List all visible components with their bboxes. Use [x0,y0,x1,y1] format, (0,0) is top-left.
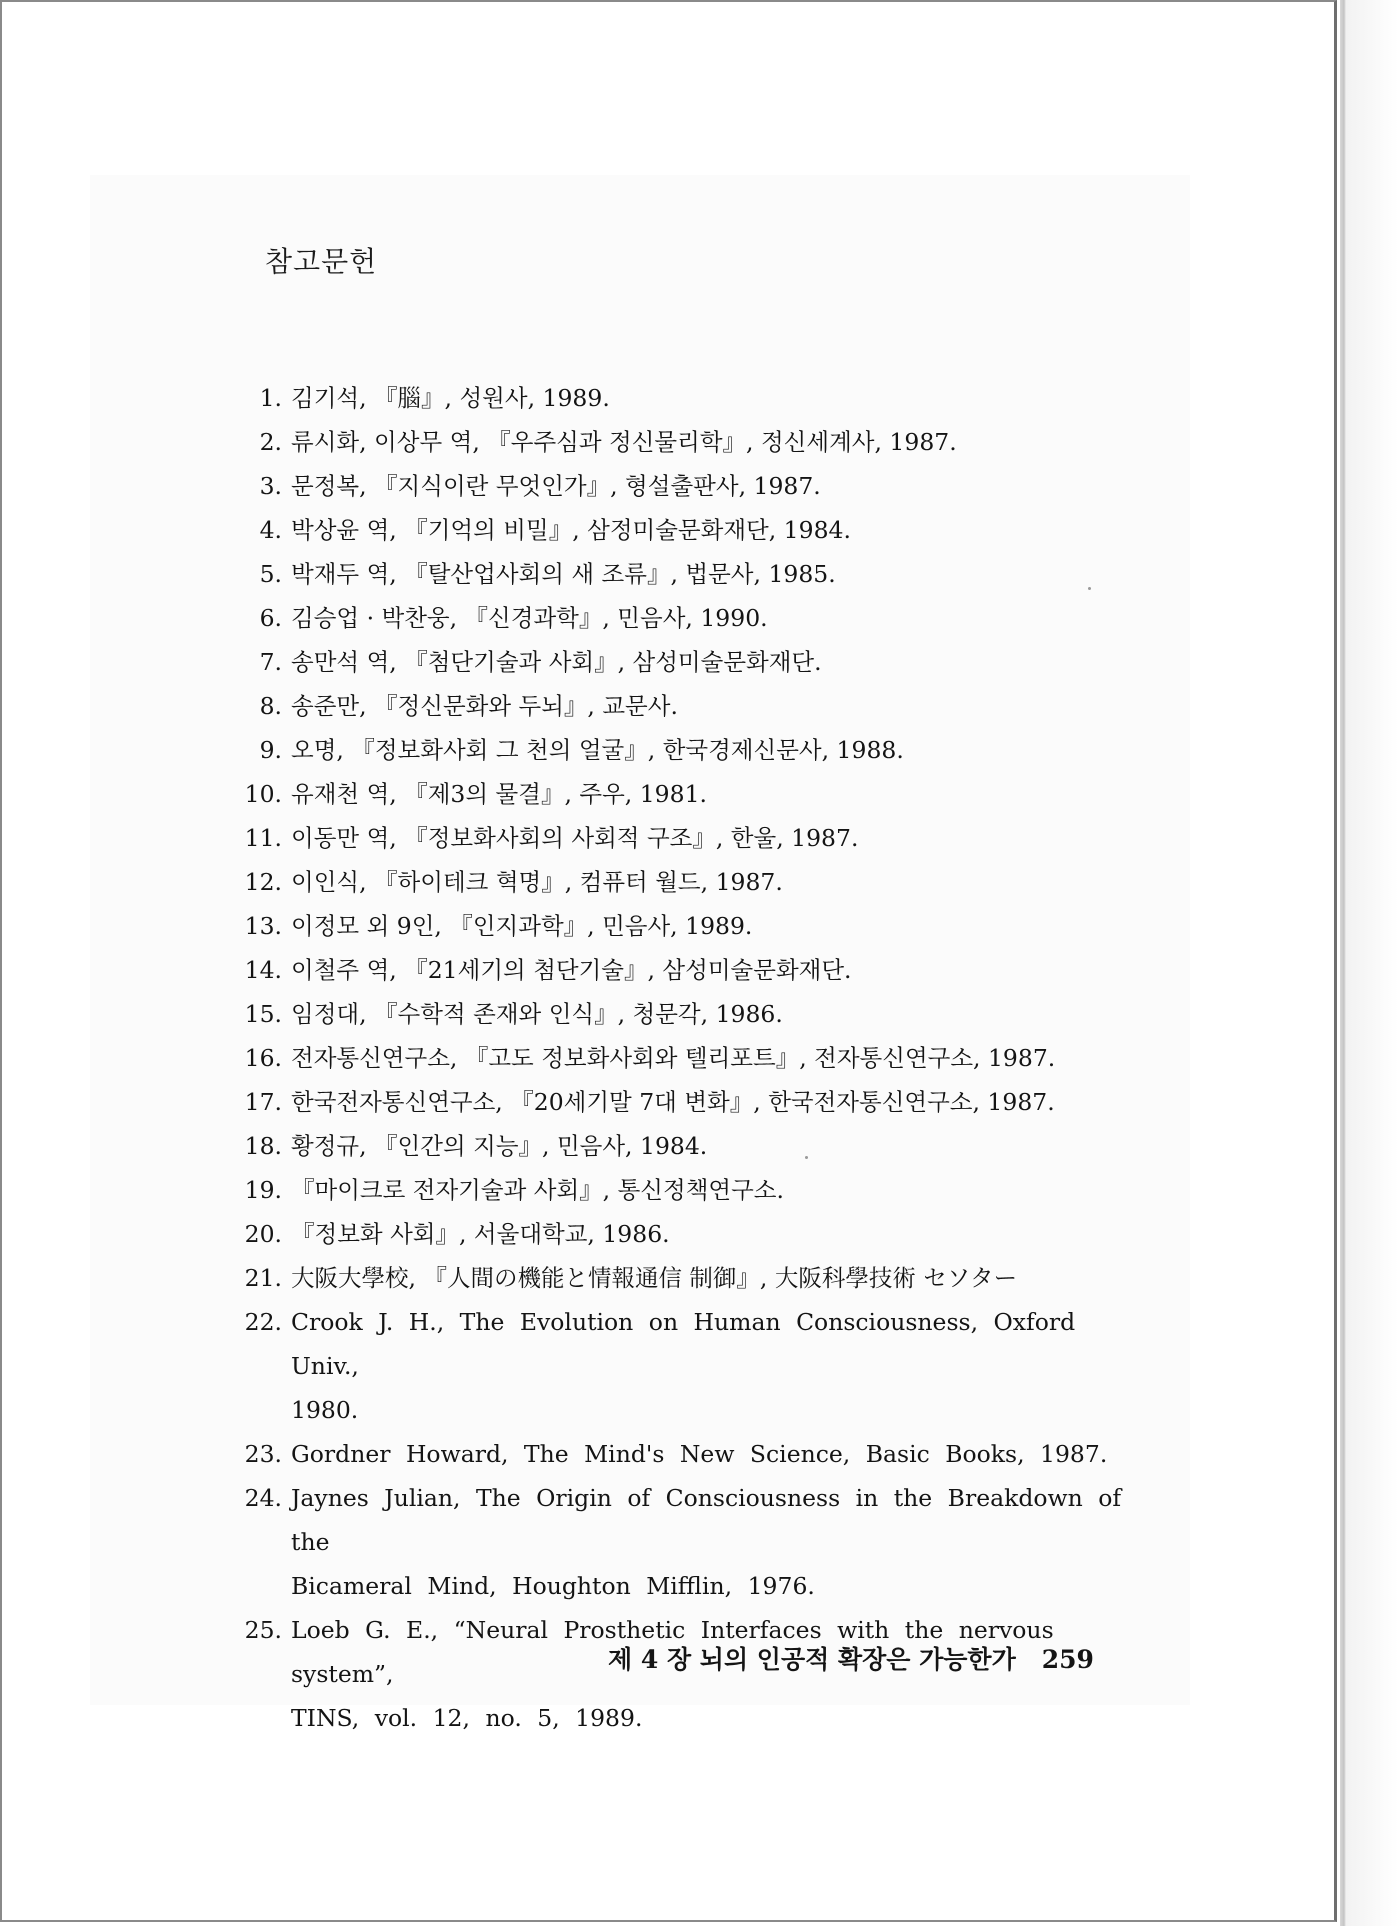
reference-number: 4. [259,516,282,544]
reference-number: 13. [244,912,282,940]
reference-number: 18. [244,1132,282,1160]
reference-number: 11. [244,824,282,852]
reference-text: 오명, 『정보화사회 그 천의 얼굴』, 한국경제신문사, 1988. [291,736,904,764]
reference-item [236,596,1136,640]
reference-number: 25. [244,1616,282,1644]
reference-number: 20. [244,1220,282,1248]
reference-number: 17. [244,1088,282,1116]
reference-item [236,1432,1136,1476]
reference-number: 7. [259,648,282,676]
reference-item [236,684,1136,728]
reference-text: 송만석 역, 『첨단기술과 사회』, 삼성미술문화재단. [291,648,822,676]
reference-text: 이인식, 『하이테크 혁명』, 컴퓨터 월드, 1987. [291,868,783,896]
reference-number: 24. [244,1484,282,1512]
reference-text: 이정모 외 9인, 『인지과학』, 민음사, 1989. [291,912,753,940]
reference-number: 9. [259,736,282,764]
reference-item [236,464,1136,508]
reference-text: 김기석, 『腦』, 성원사, 1989. [291,384,610,412]
reference-number: 21. [244,1264,282,1292]
reference-item [236,948,1136,992]
reference-item [236,1300,1136,1432]
reference-number: 6. [259,604,282,632]
reference-text: 임정대, 『수학적 존재와 인식』, 청문각, 1986. [291,1000,783,1028]
reference-item [236,1168,1136,1212]
reference-item [236,1036,1136,1080]
reference-text: Gordner Howard, The Mind's New Science, Basic Books, 1987. [291,1440,1108,1468]
page-number: 259 [1041,1645,1094,1674]
reference-text: 문정복, 『지식이란 무엇인가』, 형설출판사, 1987. [291,472,821,500]
reference-text: Crook J. H., The Evolution on Human Consciousness, Oxford Univ., 1980. [291,1308,1076,1424]
reference-item [236,1080,1136,1124]
reference-text: 황정규, 『인간의 지능』, 민음사, 1984. [291,1132,708,1160]
reference-number: 15. [244,1000,282,1028]
reference-item [236,508,1136,552]
reference-item [236,992,1136,1036]
reference-text: 김승업 · 박찬웅, 『신경과학』, 민음사, 1990. [291,604,768,632]
reference-item [236,376,1136,420]
reference-item [236,420,1136,464]
chapter-title: 제 4 장 뇌의 인공적 확장은 가능한가 [608,1645,1016,1674]
reference-item [236,640,1136,684]
reference-text: 전자통신연구소, 『고도 정보화사회와 텔리포트』, 전자통신연구소, 1987. [291,1044,1056,1072]
reference-list [236,376,1136,1740]
reference-text: 박상윤 역, 『기억의 비밀』, 삼정미술문화재단, 1984. [291,516,851,544]
reference-text: 『정보화 사회』, 서울대학교, 1986. [291,1220,670,1248]
reference-number: 23. [244,1440,282,1468]
reference-number: 12. [244,868,282,896]
reference-number: 16. [244,1044,282,1072]
reference-item [236,1124,1136,1168]
reference-number: 2. [259,428,282,456]
page-footer [608,1640,1094,1676]
reference-item [236,772,1136,816]
reference-text: 이철주 역, 『21세기의 첨단기술』, 삼성미술문화재단. [291,956,852,984]
reference-item [236,1476,1136,1608]
reference-text: Jaynes Julian, The Origin of Consciousness in the Breakdown of the Bicameral Mind, Houghton Mifflin, 1976. [291,1484,1122,1600]
reference-text: 류시화, 이상무 역, 『우주심과 정신물리학』, 정신세계사, 1987. [291,428,957,456]
reference-text: 『마이크로 전자기술과 사회』, 통신정책연구소. [291,1176,784,1204]
reference-text: Loeb G. E., “Neural Prosthetic Interfaces with the nervous system”, TINS, vol. 12, no. 5, 1989. [291,1616,1054,1732]
reference-number: 14. [244,956,282,984]
reference-number: 5. [259,560,282,588]
reference-number: 19. [244,1176,282,1204]
reference-item [236,816,1136,860]
reference-number: 8. [259,692,282,720]
reference-text: 유재천 역, 『제3의 물결』, 주우, 1981. [291,780,707,808]
reference-number: 3. [259,472,282,500]
reference-text: 한국전자통신연구소, 『20세기말 7대 변화』, 한국전자통신연구소, 1987. [291,1088,1055,1116]
reference-text: 박재두 역, 『탈산업사회의 새 조류』, 법문사, 1985. [291,560,836,588]
reference-item [236,552,1136,596]
reference-number: 10. [244,780,282,808]
references-heading: 참고문헌 [265,245,378,278]
reference-number: 1. [259,384,282,412]
reference-item [236,1256,1136,1300]
reference-text: 大阪大學校, 『人間の機能と情報通信 制御』, 大阪科學技術 セソター [291,1264,1018,1292]
reference-item [236,860,1136,904]
reference-number: 22. [244,1308,282,1336]
reference-text: 이동만 역, 『정보화사회의 사회적 구조』, 한울, 1987. [291,824,859,852]
reference-item [236,728,1136,772]
reference-item [236,1212,1136,1256]
reference-item [236,904,1136,948]
reference-text: 송준만, 『정신문화와 두뇌』, 교문사. [291,692,678,720]
viewer-background [1340,0,1398,1926]
